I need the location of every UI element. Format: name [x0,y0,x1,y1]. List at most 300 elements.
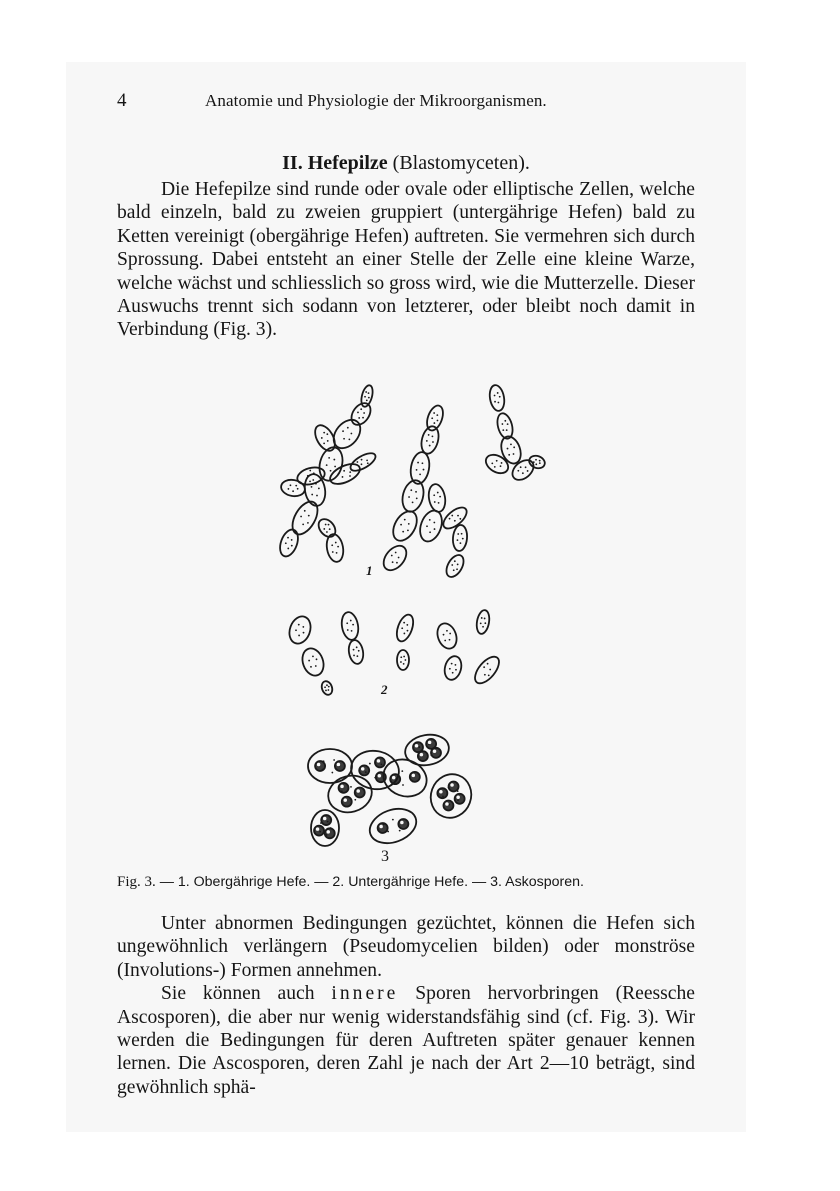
cell-granule [357,412,359,414]
cell-granule [438,502,440,504]
cell-granule [412,501,414,503]
cell-granule [403,656,405,658]
cell-granule [494,395,496,397]
cell-granule [434,528,436,530]
cell-granule [434,501,436,503]
cell-granule [307,522,309,524]
obergaehrige-hefe-cell [483,451,512,477]
obergaehrige-hefe-cell [327,460,363,488]
cell-granule [362,417,364,419]
cell-granule [437,492,439,494]
cell-granule [395,552,397,554]
cell-granule [325,690,327,692]
cell-granule [433,422,435,424]
ascospore-highlight [317,763,321,767]
cell-granule [330,470,332,472]
cell-granule [308,515,310,517]
cell-granule [365,391,367,393]
cell-granule [346,622,348,624]
cell-granule [461,533,463,535]
ascospore [449,782,459,792]
cell-granule [449,633,451,635]
cell-granule [291,539,293,541]
ascospore-highlight [361,767,365,771]
obergaehrige-hefe-cell [280,478,306,498]
ascospore-highlight [340,785,344,789]
cell-granule [433,412,435,414]
cell-granule [449,639,451,641]
cell-granule [453,569,455,571]
cell-granule [488,674,490,676]
cell-granule [337,546,339,548]
cell-granule [342,476,344,478]
ascospore-highlight [445,802,449,806]
ascospore [339,783,349,793]
cell-granule [539,462,541,464]
paragraph-3 [117,982,695,1099]
cell-granule [350,620,352,622]
section-heading [117,152,695,175]
cell-granule [455,664,457,666]
obergaehrige-hefe-cell [509,456,538,484]
cell-granule [513,446,515,448]
untergaehrige-hefe-cell [442,654,464,681]
cell-granule [513,453,515,455]
ascospore [390,774,400,784]
cell-granule [335,542,337,544]
untergaehrige-hefe-cell [347,639,365,665]
cell-granule [406,624,408,626]
cell-granule [366,459,368,461]
cell-granule [429,531,431,533]
untergaehrige-hefe-cell [475,609,491,635]
cell-granule [343,438,345,440]
obergaehrige-hefe-cell [427,483,448,513]
cell-granule [303,632,305,634]
cell-granule [295,485,297,487]
ascospore [315,761,325,771]
cell-granule [350,433,352,435]
cell-granule [459,518,461,520]
cell-granule [497,402,499,404]
ascospore-highlight [316,827,320,831]
untergaehrige-hefe-cell [340,611,361,641]
cell-granule [358,417,360,419]
ascospore [413,742,423,752]
cell-granule [348,438,350,440]
cell-granule [533,461,535,463]
cell-granule [350,786,352,788]
ascospore [314,826,324,836]
cell-granule [480,622,482,624]
yeast-illustration [255,378,565,873]
ascospore [325,828,335,838]
running-title: Anatomie und Physiologie der Mikroorganismen. [205,91,547,110]
cell-granule [347,427,349,429]
figure-label-2: 2 [381,682,388,697]
ascospore [398,819,408,829]
cell-granule [334,466,336,468]
cell-granule [331,772,333,774]
cell-granule [302,626,304,628]
ascospore [410,772,420,782]
cell-granule [326,464,328,466]
cell-granule [396,562,398,564]
cell-granule [368,392,370,394]
cell-granule [507,448,509,450]
cell-granule [353,649,355,651]
cell-granule [392,561,394,563]
obergaehrige-hefe-cell [452,524,468,551]
ascospore [455,794,465,804]
cell-granule [364,396,366,398]
cell-granule [325,524,327,526]
cell-granule [507,423,509,425]
cell-granule [451,515,453,517]
cell-granule [367,462,369,464]
cell-granule [460,542,462,544]
cell-granule [433,522,435,524]
cell-granule [343,470,345,472]
cell-granule [454,520,456,522]
cell-granule [432,435,434,437]
cell-granule [400,656,402,658]
cell-granule [333,759,335,761]
ascospore-highlight [343,798,347,802]
cell-granule [403,622,405,624]
cell-granule [302,523,304,525]
cell-granule [333,459,335,461]
cell-granule [410,489,412,491]
cell-granule [506,429,508,431]
cell-granule [428,434,430,436]
untergaehrige-hefe-cell [299,645,327,678]
cell-granule [499,396,501,398]
figure-3 [255,378,565,873]
cell-granule [285,542,287,544]
cell-granule [423,469,425,471]
ascospore-highlight [420,753,424,757]
cell-granule [356,646,358,648]
cell-granule [351,630,353,632]
cell-granule [504,420,506,422]
cell-granule [403,663,405,665]
ascospore [321,815,331,825]
cell-granule [290,484,292,486]
cell-granule [487,663,489,665]
cell-granule [311,494,313,496]
cell-granule [462,538,464,540]
cell-granule [316,495,318,497]
obergaehrige-hefe-cell [416,508,446,545]
cell-granule [405,659,407,661]
cell-granule [401,770,403,772]
caption-text: — 1. Obergährige Hefe. — 2. Untergährige Hefe. — 3. Askosporen. [159,874,584,890]
cell-granule [347,629,349,631]
cell-granule [315,483,317,485]
cell-granule [408,496,410,498]
cell-granule [489,669,491,671]
cell-granule [417,462,419,464]
cell-granule [369,763,371,765]
cell-granule [437,420,439,422]
obergaehrige-hefe-cell [495,412,515,441]
cell-granule [327,689,329,691]
ascospore [443,800,453,810]
cell-granule [292,490,294,492]
cell-granule [426,525,428,527]
cell-granule [451,663,453,665]
obergaehrige-hefe-cell [388,507,421,545]
cell-granule [315,665,317,667]
cell-granule [391,555,393,557]
obergaehrige-hefe-cell [277,527,302,559]
cell-granule [429,519,431,521]
cell-granule [316,658,318,660]
ascus-cell [365,803,421,849]
cell-granule [484,674,486,676]
obergaehrige-hefe-cell [315,516,339,540]
ascus-cell [324,771,376,817]
cell-granule [483,666,485,668]
untergaehrige-hefe-cell [397,650,409,670]
ascospore-highlight [326,830,330,834]
cell-granule [287,548,289,550]
obergaehrige-hefe-cell [325,533,346,563]
cell-granule [494,401,496,403]
paragraph-2: Unter abnormen Bedingungen gezüchtet, können die Hefen sich ungewöhnlich verlängern (Pseudomycelien bilden) oder monströse (Involutions-) Formen annehmen. [117,913,695,981]
cell-granule [312,656,314,658]
cell-granule [446,630,448,632]
cell-granule [439,496,441,498]
cell-granule [525,466,527,468]
ascospore-highlight [377,759,381,763]
cell-granule [352,624,354,626]
cell-granule [432,441,434,443]
paragraph-1: Die Hefepilze sind runde oder ovale oder elliptische Zellen, welche bald einzeln, bald zu zweien gruppiert (untergährige Hefen) bald zu Ketten vereinigt (obergährige Hefen) auftreten. Sie vermehren sich durch Sprossung. Dabei entsteht an einer Stelle der Zelle eine kleine Warze, welche wächst und schliesslich so gross wird, wie die Mutterzelle. Dieser Auswuchs trennt sich sodann von letzterer, oder bleibt noch damit in Verbindung (Fig. 3). [117,179,695,341]
obergaehrige-hefe-cell [488,384,506,412]
cell-granule [360,408,362,410]
cell-granule [401,627,403,629]
cell-granule [422,462,424,464]
cell-granule [539,460,541,462]
cell-granule [356,655,358,657]
cell-granule [329,528,331,530]
cell-granule [326,531,328,533]
cell-granule [366,399,368,401]
ascospore [335,761,345,771]
ascospore [378,823,388,833]
cell-granule [402,784,404,786]
ascospore-highlight [415,744,419,748]
ascospore-highlight [433,750,437,754]
figure-label-3: 3 [381,848,389,865]
cell-granule [342,430,344,432]
cell-granule [298,635,300,637]
cell-granule [288,488,290,490]
obergaehrige-hefe-cell [348,450,378,474]
cell-granule [310,666,312,668]
ascospore-highlight [439,790,443,794]
cell-granule [407,529,409,531]
cell-granule [415,491,417,493]
cell-granule [443,634,445,636]
cell-granule [496,460,498,462]
cell-granule [484,618,486,620]
cell-granule [508,454,510,456]
cell-granule [449,518,451,520]
cell-granule [500,465,502,467]
cell-granule [308,660,310,662]
ascospore-highlight [356,789,360,793]
cell-granule [287,537,289,539]
cell-granule [452,672,454,674]
cell-granule [494,466,496,468]
cell-granule [336,552,338,554]
cell-granule [400,524,402,526]
cell-granule [297,488,299,490]
obergaehrige-hefe-cell [399,478,427,514]
cell-granule [419,473,421,475]
cell-granule [535,463,537,465]
cell-granule [527,470,529,472]
cell-granule [368,397,370,399]
ascospore-highlight [323,817,327,821]
ascospore [437,788,447,798]
cell-granule [295,629,297,631]
cell-granule [457,564,459,566]
ascospore-highlight [428,741,432,745]
obergaehrige-hefe-cell [408,451,431,486]
obergaehrige-hefe-cell [379,541,411,574]
cell-granule [328,524,330,526]
cell-granule [392,819,394,821]
cell-granule [403,633,405,635]
cell-granule [400,661,402,663]
figure-label-1: 1 [366,563,373,578]
obergaehrige-hefe-cell [527,454,546,471]
cell-granule [522,472,524,474]
cell-granule [312,479,314,481]
cell-granule [444,640,446,642]
ascospore-highlight [379,825,383,829]
cell-granule [481,617,483,619]
untergaehrige-hefe-cell [320,680,334,697]
paragraph-continued [117,912,695,1099]
cell-granule [309,470,311,472]
cell-granule [398,557,400,559]
cell-granule [328,686,330,688]
cell-granule [358,650,360,652]
ascospore [375,757,385,767]
cell-granule [298,624,300,626]
untergaehrige-hefe-cell [286,613,314,646]
cell-granule [484,622,486,624]
cell-granule [429,445,431,447]
cell-granule [399,830,401,832]
cell-granule [433,494,435,496]
section-subtitle: (Blastomyceten). [392,152,530,174]
cell-granule [404,519,406,521]
page-number: 4 [117,90,127,111]
cell-granule [311,486,313,488]
ascus-cell [348,747,402,793]
cell-granule [449,668,451,670]
ascospore-highlight [412,774,416,778]
cell-granule [331,544,333,546]
ascospore-highlight [392,776,396,780]
cell-granule [491,462,493,464]
cell-granule [451,564,453,566]
cell-granule [291,545,293,547]
cell-granule [361,463,363,465]
cell-granule [321,437,323,439]
ascospore [342,797,352,807]
ascus-cell [425,768,478,823]
cell-granule [300,516,302,518]
ascospore-highlight [337,763,341,767]
cell-granule [535,459,537,461]
ascus-cell [403,731,452,768]
ascospore [355,787,365,797]
cell-granule [501,462,503,464]
cell-granule [309,480,311,482]
cell-granule [457,515,459,517]
untergaehrige-hefe-cell [394,612,417,643]
ascospore-highlight [400,821,404,825]
cell-granule [349,475,351,477]
cell-granule [402,531,404,533]
untergaehrige-hefe-cell [434,621,460,652]
cell-granule [408,523,410,525]
cell-granule [354,799,356,801]
ascospore-highlight [378,774,382,778]
cell-granule [327,440,329,442]
obergaehrige-hefe-cell [443,552,467,580]
cell-granule [455,669,457,671]
cell-granule [482,626,484,628]
section-numeral: II. [282,152,303,174]
cell-granule [328,457,330,459]
cell-granule [497,392,499,394]
cell-granule [332,551,334,553]
cell-granule [457,533,459,535]
cell-granule [323,432,325,434]
cell-granule [426,440,428,442]
cell-granule [502,423,504,425]
cell-granule [457,539,459,541]
cell-granule [323,528,325,530]
ascospore [359,765,369,775]
obergaehrige-hefe-cell [311,422,339,454]
cell-granule [454,560,456,562]
paragraph-3-rest: Sporen hervorbringen (Reessche Ascosporen), die aber nur wenig widerstandsfähig sind (cf. Fig. 3). Wir werden die Bedingungen für deren Auftreten später genauer kennen lernen. Die Ascosporen, deren Zahl je nach der Art 2—10 beträgt, sind gewöhnlich sphä- [117,983,695,1098]
ascospore [431,748,441,758]
paragraph-3-start: Sie können auch [161,983,315,1005]
paragraph-3-emphasis: innere [331,983,399,1005]
caption-fig-ref: Fig. 3. [117,874,156,890]
cell-granule [318,488,320,490]
cell-granule [338,473,340,475]
obergaehrige-hefe-cell [287,497,322,538]
cell-granule [436,414,438,416]
cell-granule [324,686,326,688]
cell-granule [517,470,519,472]
running-header [117,90,697,116]
untergaehrige-hefe-cell [471,653,504,688]
cell-granule [416,497,418,499]
cell-granule [456,568,458,570]
